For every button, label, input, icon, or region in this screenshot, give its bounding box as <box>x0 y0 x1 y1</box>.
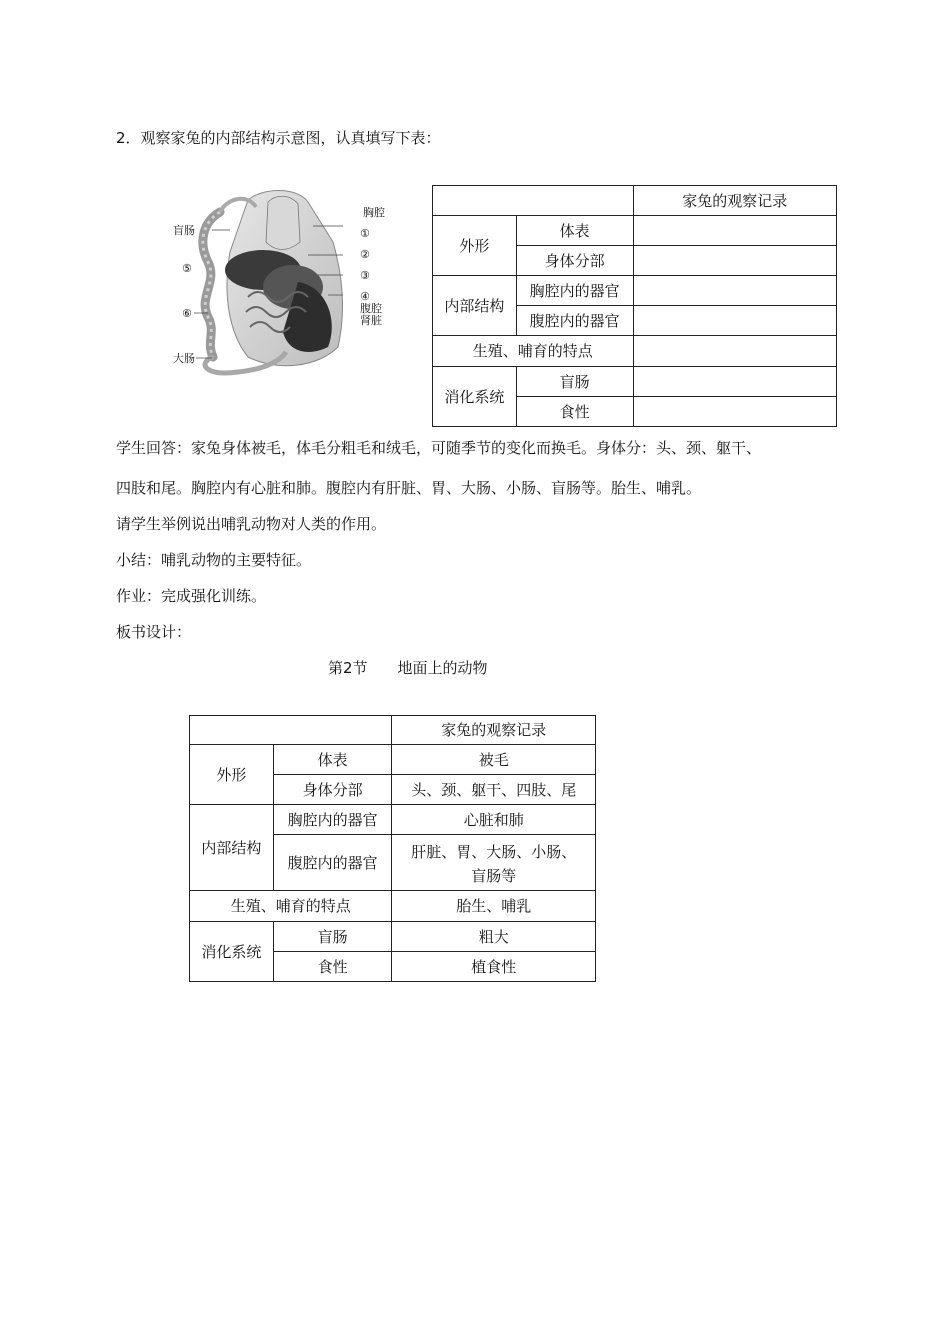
label-abdomen: 腹腔 <box>360 302 382 315</box>
table1-body-parts-value[interactable] <box>633 246 837 276</box>
table1-digestive: 消化系统 <box>433 367 517 427</box>
label-n4: ④ <box>360 290 370 303</box>
table2-cecum-value: 粗大 <box>392 922 596 952</box>
table2-body-parts: 身体分部 <box>273 775 392 805</box>
label-large-intestine: 大肠 <box>173 352 195 365</box>
table1-abdomen-value[interactable] <box>633 306 837 336</box>
prompt-text: 请学生举例说出哺乳动物对人类的作用。 <box>116 515 387 533</box>
table1-surface: 体表 <box>516 216 633 246</box>
table1-diet-value[interactable] <box>633 397 837 427</box>
answer-line-1: 学生回答：家兔身体被毛，体毛分粗毛和绒毛，可随季节的变化而换毛。身体分：头、颈、躯干、 <box>116 439 762 457</box>
table1-cecum-value[interactable] <box>633 367 837 397</box>
table2-abdomen-value <box>392 835 596 891</box>
table1-abdomen-organs: 腹腔内的器官 <box>516 306 633 336</box>
table2-body-parts-value: 头、颈、躯干、四肢、尾 <box>392 775 596 805</box>
table2-cecum: 盲肠 <box>273 922 392 952</box>
label-n2: ② <box>360 248 370 261</box>
table2-abdomen-value-line2: 盲肠等 <box>471 866 517 885</box>
table1-chest-value[interactable] <box>633 276 837 306</box>
table2-diet-value: 植食性 <box>392 952 596 982</box>
table2-chest-value: 心脏和肺 <box>392 805 596 835</box>
table1-cecum: 盲肠 <box>516 367 633 397</box>
table2-surface-value: 被毛 <box>392 745 596 775</box>
label-cecum: 盲肠 <box>173 224 195 237</box>
table1-diet: 食性 <box>516 397 633 427</box>
homework-text: 作业：完成强化训练。 <box>116 587 267 605</box>
table2-abdomen-value-line1: 肝脏、胃、大肠、小肠、 <box>411 842 577 861</box>
label-n6: ⑥ <box>182 307 192 320</box>
table1-header: 家兔的观察记录 <box>633 186 837 216</box>
observation-table-filled <box>189 715 596 982</box>
answer-line-2: 四肢和尾。胸腔内有心脏和肺。腹腔内有肝脏、胃、大肠、小肠、盲肠等。胎生、哺乳。 <box>116 479 702 497</box>
table1-body-parts: 身体分部 <box>516 246 633 276</box>
table1-corner <box>433 186 634 216</box>
table2-diet: 食性 <box>273 952 392 982</box>
table2-abdomen-organs: 腹腔内的器官 <box>273 835 392 891</box>
label-chest: 胸腔 <box>363 206 385 219</box>
table1-reproduction-value[interactable] <box>633 336 837 367</box>
table2-digestive: 消化系统 <box>190 922 274 982</box>
question-text: 2．观察家兔的内部结构示意图，认真填写下表： <box>116 129 441 147</box>
table2-external: 外形 <box>190 745 274 805</box>
table1-chest-organs: 胸腔内的器官 <box>516 276 633 306</box>
label-n1: ① <box>360 227 370 240</box>
table2-reproduction: 生殖、哺育的特点 <box>190 891 392 922</box>
table1-external: 外形 <box>433 216 517 276</box>
label-n5: ⑤ <box>182 262 192 275</box>
table2-internal: 内部结构 <box>190 805 274 891</box>
rabbit-anatomy-diagram <box>168 182 400 382</box>
label-kidney: 肾脏 <box>360 314 382 327</box>
table1-internal: 内部结构 <box>433 276 517 336</box>
board-design-label: 板书设计： <box>116 623 192 641</box>
table2-reproduction-value: 胎生、哺乳 <box>392 891 596 922</box>
observation-table-blank <box>432 185 837 427</box>
label-n3: ③ <box>360 269 370 282</box>
table2-corner <box>190 716 392 745</box>
table2-header: 家兔的观察记录 <box>392 716 596 745</box>
section-title: 第2节 地面上的动物 <box>328 659 488 677</box>
summary-text: 小结：哺乳动物的主要特征。 <box>116 551 312 569</box>
table1-surface-value[interactable] <box>633 216 837 246</box>
table2-surface: 体表 <box>273 745 392 775</box>
table2-chest-organs: 胸腔内的器官 <box>273 805 392 835</box>
table1-reproduction: 生殖、哺育的特点 <box>433 336 634 367</box>
